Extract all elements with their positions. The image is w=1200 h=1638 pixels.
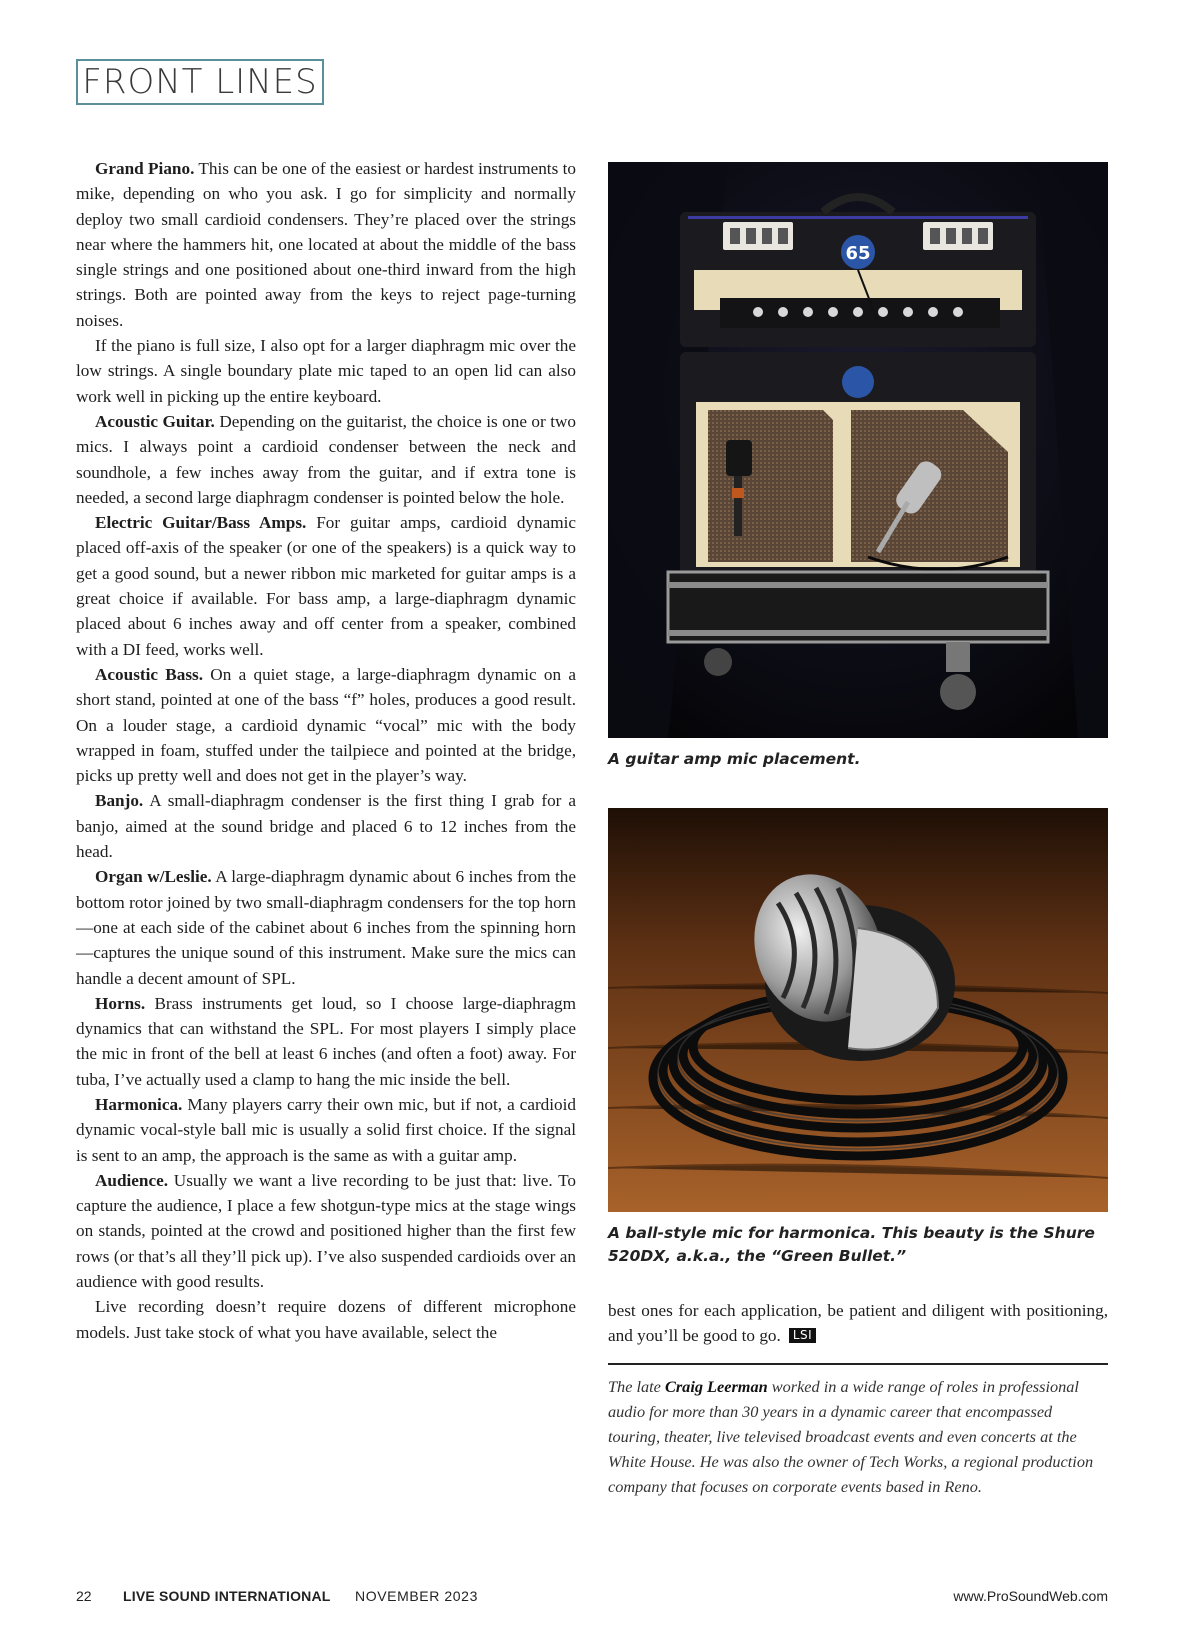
end-mark: LSI (789, 1328, 816, 1343)
paragraph-text: For guitar amps, cardioid dynamic placed off-axis of the speaker (or one of the speakers) is a quick way to get a good sound, but a newer ribbon mic marketed for guitar amps is a great choice if available. For bass amp, a large-diaphragm dynamic placed about 6 inches away and off center from a speaker, combined with a DI feed, works well. (76, 513, 577, 659)
paragraph-closing (76, 1294, 576, 1345)
paragraph-text: Many players carry their own mic, but if not, a cardioid dynamic vocal-style ball mic is usually a solid first choice. If the signal is sent to an amp, the approach is the same as with a guitar amp. (76, 1094, 576, 1165)
guitar-amp-photo (608, 162, 1108, 738)
paragraph-lead: Horns. (95, 993, 146, 1013)
paragraph-lead: Audience. (95, 1170, 169, 1190)
paragraph-audience (76, 1168, 576, 1294)
paragraph-lead: Grand Piano. (95, 159, 195, 178)
paragraph-grand-piano (76, 156, 576, 333)
paragraph-acoustic-guitar (76, 409, 576, 510)
paragraph-text: A small-diaphragm condenser is the first thing I grab for a banjo, aimed at the sound bridge and placed 6 to 12 inches from the head. (76, 791, 576, 862)
amp-badge: 65 (845, 243, 871, 264)
page-footer (0, 1588, 1200, 1610)
article-body (76, 156, 576, 1345)
paragraph-horns (76, 991, 576, 1092)
paragraph-lead: Acoustic Guitar. (95, 411, 215, 431)
paragraph-text: On a quiet stage, a large-diaphragm dynamic on a short stand, pointed at one of the bass “f” holes, produces a good result. On a louder stage, a cardioid dynamic “vocal” mic with the body wrapped in foam, stuffed under the tailpiece and pointed at the bridge, picks up pretty well and does not get in the player’s way. (76, 664, 576, 786)
paragraph-lead: Harmonica. (95, 1094, 183, 1114)
paragraph-text: A large-diaphragm dynamic about 6 inches from the bottom rotor joined by two small-diaphragm condensers for the top horn—one at each side of the cabinet about 6 inches from the spinning horn—captures the unique sound of this instrument. Make sure the mics can handle a decent amount of SPL. (76, 867, 576, 988)
continuation-paragraph (608, 1298, 1108, 1349)
photo-caption-amp: A guitar amp mic placement. (608, 750, 861, 768)
harmonica-mic-photo (608, 808, 1108, 1212)
paragraph-harmonica (76, 1092, 576, 1168)
paragraph-electric-guitar (76, 510, 576, 662)
article-continuation (608, 1298, 1108, 1349)
page-number: 22 (76, 1588, 92, 1604)
magazine-name: LIVE SOUND INTERNATIONAL (123, 1588, 331, 1604)
paragraph-banjo (76, 788, 576, 864)
paragraph-text: Live recording doesn’t require dozens of different microphone models. Just take stock of what you have available, select the (76, 1297, 576, 1342)
paragraph-lead: Banjo. (95, 791, 144, 811)
photo-caption-harmonica: A ball-style mic for harmonica. This beauty is the Shure 520DX, a.k.a., the “Green Bullet.” (608, 1224, 1095, 1265)
paragraph-piano-full (76, 333, 576, 409)
paragraph-text: Brass instruments get loud, so I choose large-diaphragm dynamics that can withstand the SPL. For most players I simply place the mic in front of the bell at least 6 inches (and often a foot) away. For tuba, I’ve actually used a clamp to hang the mic inside the bell. (76, 993, 576, 1089)
bio-text: worked in a wide range of roles in professional audio for more than 30 years in a dynamic career that encompassed touring, theater, live televised broadcast events and even concerts at the White House. He was also the owner of Tech Works, a regional production company that focuses on corporate events based in Reno. (608, 1377, 1094, 1496)
paragraph-text: Usually we want a live recording to be just that: live. To capture the audience, I place a few shotgun-type mics at the stage wings on stands, pointed at the crowd and positioned higher than the first few rows (or that’s all they’ll pick up). I’ve also suspended cardioids over an audience with good results. (76, 1170, 576, 1292)
author-bio (608, 1374, 1108, 1499)
bio-intro: The late (608, 1377, 665, 1396)
bio-divider (608, 1363, 1108, 1365)
paragraph-lead: Organ w/Leslie. (95, 867, 212, 887)
paragraph-organ (76, 864, 576, 990)
paragraph-text: Depending on the guitarist, the choice is one or two mics. I always point a cardioid condenser between the neck and soundhole, a few inches away from the guitar, and if extra tone is needed, a second large diaphragm condenser is pointed below the hole. (76, 411, 576, 507)
paragraph-text: If the piano is full size, I also opt for a larger diaphragm mic over the low strings. A single boundary plate mic taped to an open lid can also work well in picking up the entire keyboard. (76, 336, 576, 406)
paragraph-text: This can be one of the easiest or hardest instruments to mike, depending on who you ask. I go for simplicity and normally deploy two small cardioid condensers. They’re placed over the strings near where the hammers hit, one located at about the middle of the bass single strings and one positioned about one-third inward from the high strings. Both are pointed away from the keys to reject page-turning noises. (76, 159, 576, 330)
continuation-text: best ones for each application, be patient and diligent with positioning, and you’ll be good to go. (608, 1301, 1108, 1346)
paragraph-lead: Acoustic Bass. (95, 664, 204, 684)
author-name: Craig Leerman (664, 1377, 768, 1396)
paragraph-lead: Electric Guitar/Bass Amps. (95, 513, 307, 533)
website-link[interactable]: www.ProSoundWeb.com (953, 1588, 1108, 1604)
section-title: FRONT LINES (76, 59, 324, 105)
paragraph-acoustic-bass (76, 662, 576, 788)
issue-date: NOVEMBER 2023 (355, 1588, 478, 1604)
